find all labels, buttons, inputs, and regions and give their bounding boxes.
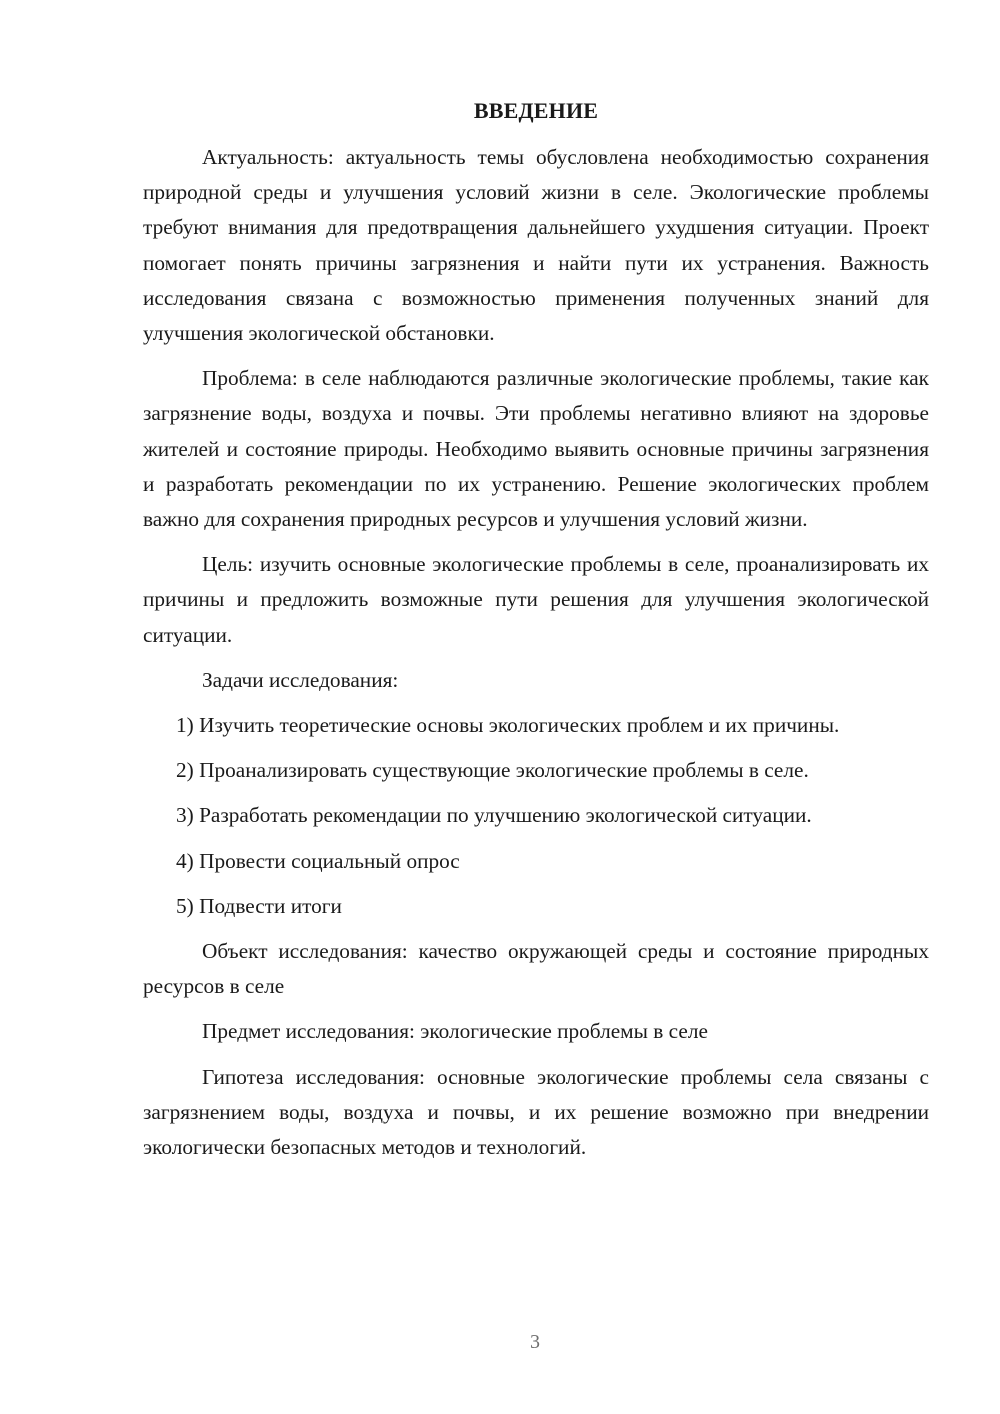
paragraph-object: Объект исследования: качество окружающей среды и состояние природных ресурсов в селе	[143, 939, 929, 999]
tasks-list	[143, 708, 929, 924]
list-item: 3) Разработать рекомендации по улучшению экологической ситуации.	[176, 803, 812, 828]
paragraph-subject: Предмет исследования: экологические проблемы в селе	[202, 1019, 708, 1044]
page-number: 3	[530, 1331, 540, 1353]
list-item: 4) Провести социальный опрос	[176, 848, 460, 873]
paragraph-hypothesis: Гипотеза исследования: основные экологические проблемы села связаны с загрязнением воды, воздуха и почвы, и их решение возможно при внедрении экологически безопасных методов и технологий.	[143, 1064, 929, 1160]
page-content	[143, 93, 929, 1175]
paragraph-problem: Проблема: в селе наблюдаются различные экологические проблемы, такие как загрязнение воды, воздуха и почвы. Эти проблемы негативно влияют на здоровье жителей и состояние природы. Необходимо выявить основные причины загрязнения и разработать рекомендации по их устранению. Решение экологических проблем важно для сохранения природных ресурсов и улучшения условий жизни.	[143, 366, 929, 532]
tasks-heading: Задачи исследования:	[202, 667, 399, 692]
list-item: 2) Проанализировать существующие экологические проблемы в селе.	[176, 758, 809, 783]
paragraph-goal: Цель: изучить основные экологические проблемы в селе, проанализировать их причины и предложить возможные пути решения для улучшения экологической ситуации.	[143, 552, 929, 647]
list-item: 5) Подвести итоги	[176, 893, 342, 918]
list-item: 1) Изучить теоретические основы экологических проблем и их причины.	[176, 713, 840, 738]
section-title: ВВЕДЕНИЕ	[473, 98, 599, 123]
paragraph-relevance: Актуальность: актуальность темы обусловлена необходимостью сохранения природной среды и улучшения условий жизни в селе. Экологические проблемы требуют внимания для предотвращения дальнейшего ухудшения ситуации. Проект помогает понять причины загрязнения и найти пути их устранения. Важность исследования связана с возможностью применения полученных знаний для улучшения экологической обстановки.	[143, 145, 929, 346]
